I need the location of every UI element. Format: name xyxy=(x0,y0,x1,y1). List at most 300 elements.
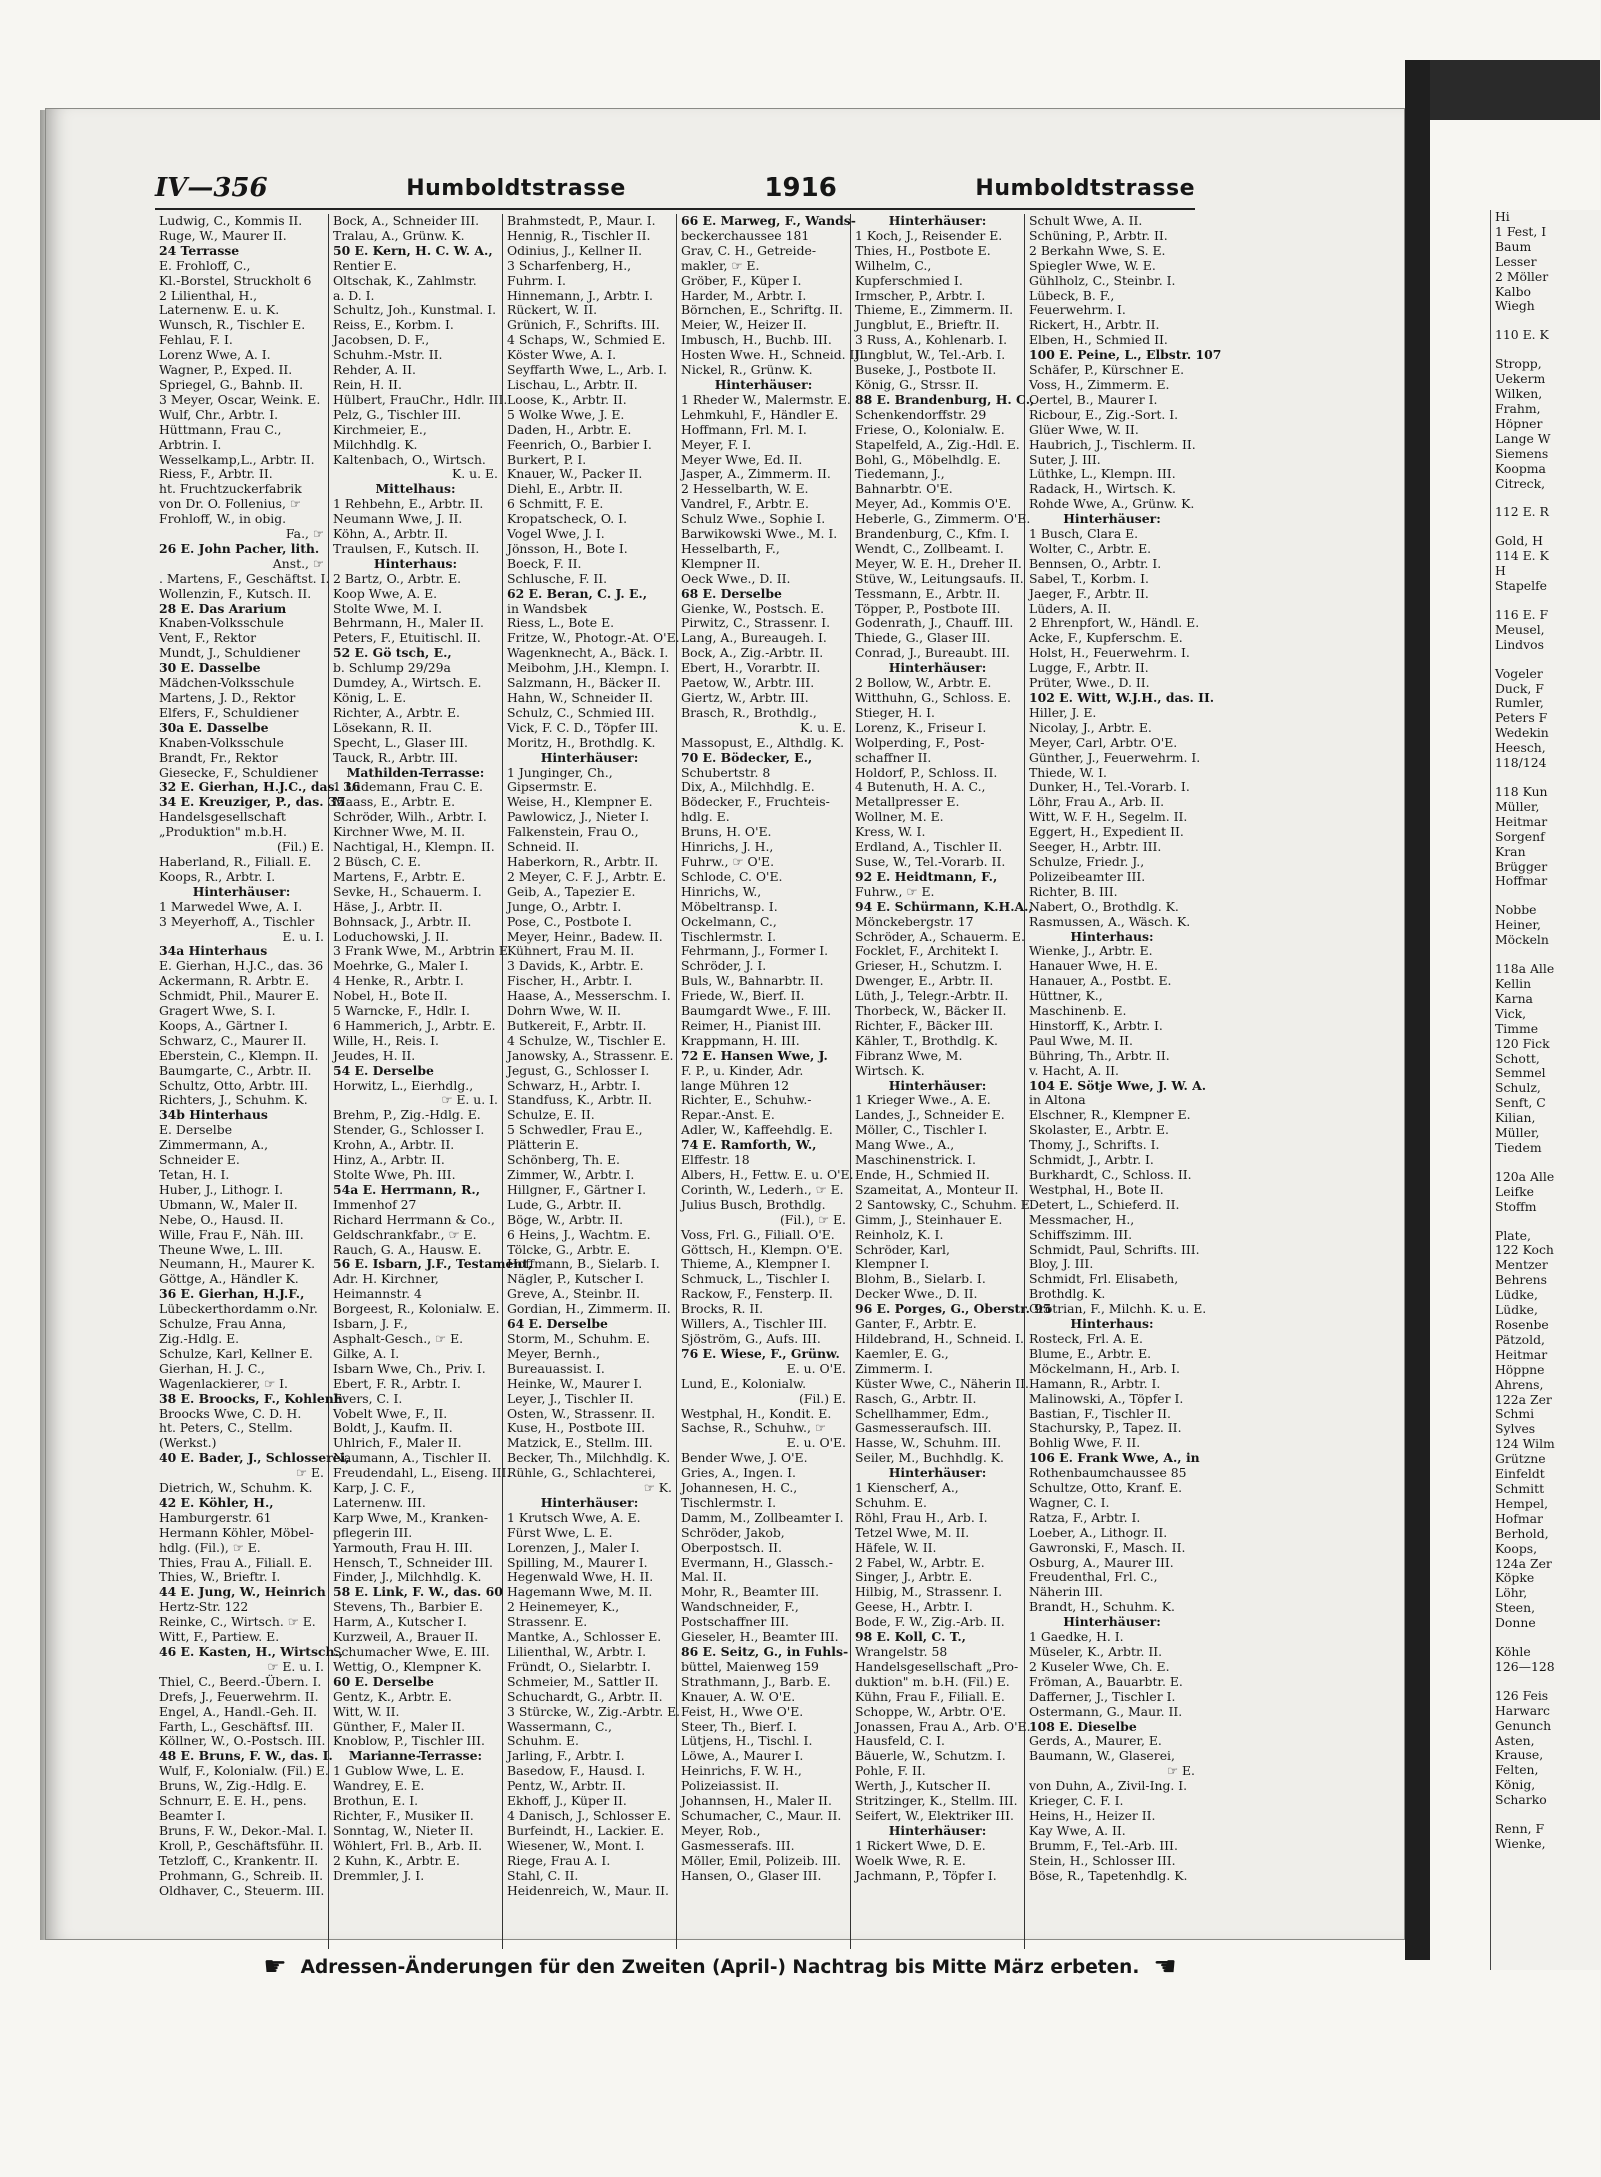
directory-entry: Günther, F., Maler II. xyxy=(333,1718,466,1734)
directory-entry: Hinterhäuser: xyxy=(888,213,987,228)
directory-entry: 2 Büsch, C. E. xyxy=(333,853,421,869)
directory-entry: Ostermann, G., Maur. II. xyxy=(1029,1703,1183,1719)
directory-entry: Uhlrich, F., Maler II. xyxy=(333,1435,462,1451)
directory-entry: Schiffszimm. III. xyxy=(1029,1226,1133,1242)
directory-entry: Westphal, H., Kondit. E. xyxy=(681,1405,832,1421)
directory-entry: Hildebrand, H., Schneid. I. xyxy=(855,1330,1024,1346)
directory-entry: 1 Krutsch Wwe, A. E. xyxy=(507,1509,641,1525)
directory-entry: Lorenz, K., Friseur I. xyxy=(855,719,987,735)
strip-entry: Uekerm xyxy=(1495,371,1546,387)
directory-entry: Wandschneider, F., xyxy=(681,1599,799,1615)
directory-entry: Junge, O., Arbtr. I. xyxy=(507,898,622,914)
directory-entry: Blume, E., Arbtr. E. xyxy=(1029,1345,1152,1361)
directory-entry: Daden, H., Arbtr. E. xyxy=(507,421,632,437)
strip-entry: Köhle xyxy=(1495,1644,1531,1660)
directory-entry: Stein, H., Schlosser III. xyxy=(1029,1852,1176,1868)
directory-entry: Heberle, G., Zimmerm. O'E. xyxy=(855,511,1031,527)
directory-entry: Ubmann, W., Maler II. xyxy=(159,1196,298,1212)
directory-entry: Mal. II. xyxy=(681,1569,727,1585)
strip-entry: 124 Wilm xyxy=(1495,1436,1555,1452)
directory-entry: Stüve, W., Leitungsaufs. II. xyxy=(855,570,1024,586)
directory-entry: Brumm, F., Tel.-Arb. III. xyxy=(1029,1837,1178,1853)
directory-entry: Stender, G., Schlosser I. xyxy=(333,1122,485,1138)
directory-entry: Bock, A., Zig.-Arbtr. II. xyxy=(681,645,824,661)
directory-entry: Seeger, H., Arbtr. III. xyxy=(1029,839,1162,855)
directory-entry: Kroll, P., Geschäftsführ. II. xyxy=(159,1837,324,1853)
directory-entry: Ackermann, R. Arbtr. E. xyxy=(159,973,310,989)
directory-entry: Adler, W., Kaffeehdlg. E. xyxy=(681,1122,833,1138)
directory-entry: Böse, R., Tapetenhdlg. K. xyxy=(1029,1867,1188,1883)
directory-entry: Giesecke, F., Schuldiener xyxy=(159,764,318,780)
strip-spacer xyxy=(1491,491,1601,505)
scan-binding-shadow xyxy=(1405,60,1430,1960)
directory-entry: Polizeiassist. II. xyxy=(681,1778,780,1794)
directory-entry: Willers, A., Tischler III. xyxy=(681,1316,827,1332)
directory-entry: Harm, A., Kutscher I. xyxy=(333,1614,467,1630)
header-rule xyxy=(155,208,1195,210)
directory-entry: Leyer, J., Tischler II. xyxy=(507,1390,634,1406)
directory-entry: Messmacher, H., xyxy=(1029,1211,1135,1227)
directory-entry: Hinterhäuser: xyxy=(888,1077,987,1093)
directory-entry: Schönberg, Th. E. xyxy=(507,1152,620,1168)
directory-entry: 34a Hinterhaus xyxy=(159,943,268,959)
directory-entry: in Wandsbek xyxy=(507,600,587,616)
column-5 xyxy=(851,213,1052,1949)
directory-entry: Richter, E., Schuhw.- xyxy=(681,1092,812,1108)
directory-entry: Dietrich, W., Schuhm. K. xyxy=(159,1480,313,1496)
directory-entry: Lang, A., Bureaugeh. I. xyxy=(681,630,827,646)
directory-entry: Wesselkamp,L., Arbtr. II. xyxy=(159,451,315,467)
directory-entry: Schultze, Otto, Kranf. E. xyxy=(1029,1480,1183,1496)
directory-entry: Reimer, H., Pianist III. xyxy=(681,1017,822,1033)
directory-entry: beckerchaussee 181 xyxy=(681,227,810,243)
directory-entry: Butkereit, F., Arbtr. II. xyxy=(507,1017,647,1033)
directory-entry: Stahl, C. II. xyxy=(507,1867,579,1883)
directory-entry: Brahmstedt, P., Maur. I. xyxy=(507,213,656,228)
directory-entry: ☞ E. xyxy=(1166,1763,1195,1779)
strip-entry: Peters F xyxy=(1495,710,1548,726)
strip-entry: Hoffmar xyxy=(1495,873,1548,889)
directory-entry: Decker Wwe., D. II. xyxy=(855,1286,978,1302)
strip-entry: Müller, xyxy=(1495,798,1540,814)
directory-entry: Knauer, A. W. O'E. xyxy=(681,1688,796,1704)
directory-entry: Schubertstr. 8 xyxy=(681,764,771,780)
directory-entry: Arbtrin. I. xyxy=(159,436,222,452)
directory-entry: Feist, H., Wwe O'E. xyxy=(681,1703,804,1719)
directory-entry: Ricbour, E., Zig.-Sort. I. xyxy=(1029,406,1179,422)
directory-entry: Fuhrw., ☞ E. xyxy=(855,883,935,899)
directory-entry: 48 E. Bruns, F. W., das. I. xyxy=(159,1748,333,1764)
directory-entry: Bahnarbtr. O'E. xyxy=(855,481,953,497)
strip-entry: Frahm, xyxy=(1495,400,1541,416)
strip-entry: Wiegh xyxy=(1495,298,1535,314)
strip-entry: Timme xyxy=(1495,1020,1539,1036)
directory-entry: Ganter, F., Arbtr. E. xyxy=(855,1316,977,1332)
directory-entry: Bode, F. W., Zig.-Arb. II. xyxy=(855,1614,1005,1630)
strip-entry: Krause, xyxy=(1495,1747,1544,1763)
directory-entry: 2 Kuhn, K., Arbtr. E. xyxy=(333,1852,460,1868)
directory-entry: Wassermann, C., xyxy=(507,1718,612,1734)
strip-entry: Ahrens, xyxy=(1495,1376,1544,1392)
directory-entry: Werth, J., Kutscher II. xyxy=(855,1778,991,1794)
directory-entry: Hinterhäuser: xyxy=(714,376,813,392)
directory-entry: Schulz, C., Schmied III. xyxy=(507,704,655,720)
directory-entry: Brothun, E. I. xyxy=(333,1793,419,1809)
directory-entry: 76 E. Wiese, F., Grünw. xyxy=(681,1345,840,1361)
directory-entry: 2 Ehrenpfort, W., Händl. E. xyxy=(1029,615,1200,631)
directory-entry: Tetzloff, C., Krankentr. II. xyxy=(159,1852,319,1868)
directory-entry: Brandt, H., Schuhm. K. xyxy=(1029,1599,1175,1615)
strip-entry: Vick, xyxy=(1495,1005,1527,1021)
directory-entry: schaffner II. xyxy=(855,749,932,765)
directory-entry: Jaeger, F., Arbtr. II. xyxy=(1029,585,1149,601)
directory-entry: duktion" m. b.H. (Fil.) E. xyxy=(855,1673,1010,1689)
directory-entry: Jeudes, H. II. xyxy=(333,1047,416,1063)
directory-entry: Knaben-Volksschule xyxy=(159,615,284,631)
directory-entry: Küster Wwe, C., Näherin II. xyxy=(855,1375,1029,1391)
directory-entry: Hennig, R., Tischler II. xyxy=(507,227,651,243)
directory-entry: Hinterhäuser: xyxy=(888,1465,987,1481)
directory-entry: Friese, O., Kolonialw. E. xyxy=(855,421,1005,437)
directory-entry: Standfuss, K., Arbtr. II. xyxy=(507,1092,652,1108)
directory-entry: Witt, F., Partiew. E. xyxy=(159,1629,280,1645)
directory-entry: Ockelmann, C., xyxy=(681,913,777,929)
directory-entry: ☞ E. u. I. xyxy=(267,1658,324,1674)
directory-entry: . Martens, F., Geschäftst. I. xyxy=(159,570,330,586)
strip-entry: 122a Zer xyxy=(1495,1391,1552,1407)
directory-entry: Hinrichs, W., xyxy=(681,883,762,899)
directory-entry: Riess, L., Bote E. xyxy=(507,615,615,631)
strip-entry: Wienke, xyxy=(1495,1836,1546,1851)
directory-entry: Gasmesserafs. III. xyxy=(681,1837,795,1853)
directory-entry: Richters, J., Schuhm. K. xyxy=(159,1092,308,1108)
directory-entry: Tetan, H. I. xyxy=(159,1167,230,1182)
directory-entry: Hinstorff, K., Arbtr. I. xyxy=(1029,1017,1163,1033)
directory-entry: 32 E. Gierhan, H.J.C., das. 36 xyxy=(159,779,361,795)
directory-entry: Schuhm. E. xyxy=(507,1733,579,1749)
directory-entry: Gentz, K., Arbtr. E. xyxy=(333,1688,452,1704)
directory-entry: Holdorf, P., Schloss. II. xyxy=(855,764,998,780)
directory-entry: Mönckebergstr. 17 xyxy=(855,913,974,929)
directory-entry: Schmidt, Phil., Maurer E. xyxy=(159,988,320,1004)
directory-entry: Töpper, P., Postbote III. xyxy=(855,600,1001,616)
directory-entry: Immenhof 27 xyxy=(333,1196,417,1212)
directory-entry: Rasmussen, A., Wäsch. K. xyxy=(1029,913,1191,929)
directory-entry: 2 Hesselbarth, W. E. xyxy=(681,481,809,497)
directory-entry: König, L. E. xyxy=(333,690,407,705)
directory-entry: Bastian, F., Tischler II. xyxy=(1029,1405,1171,1421)
directory-entry: Klempner I. xyxy=(855,1256,930,1272)
strip-entry: Baum xyxy=(1495,238,1532,254)
directory-entry: K. u. E. xyxy=(452,466,498,482)
column-2 xyxy=(329,213,533,1949)
directory-entry: E. Derselbe xyxy=(159,1122,233,1138)
strip-entry: Citreck, xyxy=(1495,475,1546,491)
directory-entry: 60 E. Derselbe xyxy=(333,1673,434,1689)
strip-entry: Kalbo xyxy=(1495,283,1531,299)
strip-entry: Heitmar xyxy=(1495,813,1548,829)
directory-entry: Thiede, G., Glaser III. xyxy=(855,630,991,646)
directory-entry: 6 Schmitt, F. E. xyxy=(507,496,604,512)
directory-entry: Fründt, O., Sielarbtr. I. xyxy=(507,1658,651,1674)
directory-entry: Schäfer, P., Kürschner E. xyxy=(1029,362,1185,378)
directory-entry: 4 Schulze, W., Tischler E. xyxy=(507,1032,666,1048)
strip-entry: Meusel, xyxy=(1495,621,1545,637)
strip-entry: Lesser xyxy=(1495,253,1537,269)
directory-entry: Kl.-Borstel, Struckholt 6 xyxy=(159,272,312,288)
directory-entry: Irmscher, P., Arbtr. I. xyxy=(855,287,986,303)
strip-entry: 2 Möller xyxy=(1495,268,1549,284)
directory-entry: Thieme, E., Zimmerm. II. xyxy=(855,302,1014,318)
strip-entry: Siemens xyxy=(1495,445,1549,461)
directory-entry: 104 E. Sötje Wwe, J. W. A. xyxy=(1029,1077,1207,1093)
directory-entry: Singer, J., Arbtr. E. xyxy=(855,1569,973,1585)
directory-entry: 1 Kienscherf, A., xyxy=(855,1480,959,1496)
strip-entry: Stapelfe xyxy=(1495,578,1548,594)
directory-entry: Thies, Frau A., Filiall. E. xyxy=(159,1554,313,1570)
directory-entry: Fuhrm. I. xyxy=(507,272,566,288)
directory-entry: Pose, C., Postbote I. xyxy=(507,913,632,929)
directory-entry: 54 E. Derselbe xyxy=(333,1062,434,1078)
strip-entry: Renn, F xyxy=(1495,1821,1545,1837)
directory-entry: Freudendahl, L., Eiseng. III. xyxy=(333,1465,511,1481)
directory-entry: Dafferner, J., Tischler I. xyxy=(1029,1688,1176,1704)
directory-entry: Richter, B. III. xyxy=(1029,883,1118,899)
directory-entry: Näherin III. xyxy=(1029,1584,1103,1600)
directory-entry: Fuhrw., ☞ O'E. xyxy=(681,853,775,869)
directory-entry: Schult Wwe, A. II. xyxy=(1029,213,1143,228)
directory-entry: Nägler, P., Kutscher I. xyxy=(507,1271,644,1287)
directory-entry: Boeck, F. II. xyxy=(507,555,582,571)
directory-entry: Klempner II. xyxy=(681,555,761,571)
directory-entry: Hinterhaus: xyxy=(1070,928,1154,944)
directory-entry: Kaemler, E. G., xyxy=(855,1345,949,1361)
directory-entry: Schulze, Frau Anna, xyxy=(159,1316,287,1332)
directory-entry: Milchhdlg. K. xyxy=(333,436,418,452)
directory-entry: Gieseler, H., Beamter III. xyxy=(681,1629,839,1645)
directory-entry: Kress, W. I. xyxy=(855,824,926,840)
directory-entry: Fa., ☞ xyxy=(285,526,324,542)
strip-spacer xyxy=(1491,594,1601,608)
directory-entry: Nicolay, J., Arbtr. E. xyxy=(1029,719,1152,735)
strip-entry: Kilian, xyxy=(1495,1110,1536,1126)
directory-entry: Becker, Th., Milchhdlg. K. xyxy=(507,1450,671,1466)
strip-entry: Lüdke, xyxy=(1495,1302,1538,1318)
directory-entry: Heins, H., Heizer II. xyxy=(1029,1807,1156,1823)
directory-entry: Gordian, H., Zimmerm. II. xyxy=(507,1301,671,1317)
directory-entry: Spiegler Wwe, W. E. xyxy=(1029,257,1156,273)
directory-entry: 1 Busch, Clara E. xyxy=(1029,526,1139,542)
directory-entry: Mathilden-Terrasse: xyxy=(346,764,485,780)
directory-entry: Tralau, A., Grünw. K. xyxy=(333,227,465,243)
directory-entry: 40 E. Bader, J., Schlosserei, xyxy=(159,1450,350,1466)
strip-spacer xyxy=(1491,1215,1601,1229)
directory-entry: Ebert, F. R., Arbtr. I. xyxy=(333,1375,461,1391)
directory-entry: Lilienthal, W., Arbtr. I. xyxy=(507,1644,647,1659)
directory-entry: 2 Heinemeyer, K., xyxy=(507,1599,620,1615)
directory-entry: Heidenreich, W., Maur. II. xyxy=(507,1882,669,1898)
directory-entry: 92 E. Heidtmann, F., xyxy=(855,868,998,884)
directory-entry: Thiede, W. I. xyxy=(1029,764,1107,780)
directory-entry: lange Mühren 12 xyxy=(681,1077,790,1093)
directory-entry: Hermann Köhler, Möbel- xyxy=(159,1524,314,1540)
directory-entry: Richter, A., Arbtr. E. xyxy=(333,704,460,720)
directory-entry: Storm, M., Schuhm. E. xyxy=(507,1330,650,1346)
directory-entry: 3 Scharfenberg, H., xyxy=(507,257,632,273)
directory-entry: Nabert, O., Brothdlg. K. xyxy=(1029,898,1179,914)
directory-entry: Grav, C. H., Getreide- xyxy=(681,242,817,258)
directory-entry: Kropatscheck, O. I. xyxy=(507,511,628,527)
directory-entry: Mundt, J., Schuldiener xyxy=(159,645,301,661)
directory-entry: Tölcke, G., Arbtr. E. xyxy=(507,1241,631,1257)
strip-entry: Schmi xyxy=(1495,1406,1535,1422)
directory-entry: Hinterhaus: xyxy=(373,555,458,571)
directory-entry: Rehder, A. II. xyxy=(333,362,416,378)
directory-entry: Gragert Wwe, S. I. xyxy=(159,1003,276,1019)
directory-entry: E. Gierhan, H.J.C., das. 36 xyxy=(159,958,324,974)
directory-entry: 3 Meyer, Oscar, Weink. E. xyxy=(159,391,321,407)
directory-entry: 52 E. Gö tsch, E., xyxy=(333,645,452,661)
directory-entry: Borgeest, R., Kolonialw. E. xyxy=(333,1301,500,1317)
directory-entry: K. u. E. xyxy=(800,719,846,735)
directory-entry: Rosteck, Frl. A. E. xyxy=(1029,1330,1143,1346)
directory-entry: Börnchen, E., Schriftg. II. xyxy=(681,302,843,318)
strip-entry: Tiedem xyxy=(1495,1139,1542,1155)
directory-entry: Janowsky, A., Strassenr. E. xyxy=(507,1047,674,1063)
directory-entry: Mang Wwe., A., xyxy=(855,1137,955,1153)
directory-entry: 98 E. Koll, C. T., xyxy=(855,1629,966,1645)
directory-entry: Wagenknecht, A., Bäck. I. xyxy=(507,645,669,661)
directory-entry: Behrmann, H., Maler II. xyxy=(333,615,484,631)
directory-entry: Koops, A., Gärtner I. xyxy=(159,1017,288,1033)
directory-entry: Elschner, R., Klempner E. xyxy=(1029,1107,1191,1123)
directory-entry: Wolperding, F., Post- xyxy=(855,734,985,750)
strip-entry: Schulz, xyxy=(1495,1080,1541,1096)
directory-entry: Schüning, P., Arbtr. II. xyxy=(1029,227,1168,243)
directory-entry: Hoffmann, Frl. M. I. xyxy=(681,421,807,437)
directory-entry: Witt, W. II. xyxy=(333,1703,400,1719)
directory-entry: Yarmouth, Frau H. III. xyxy=(333,1539,473,1555)
directory-entry: Beamter I. xyxy=(159,1807,226,1823)
directory-entry: Diehl, E., Arbtr. II. xyxy=(507,481,623,497)
directory-entry: (Fil.) E. xyxy=(276,839,324,855)
directory-entry: 86 E. Seitz, G., in Fuhls- xyxy=(681,1644,849,1659)
directory-entry: Schröder, J. I. xyxy=(681,958,767,974)
directory-entry: Osten, W., Strassenr. II. xyxy=(507,1405,656,1421)
directory-entry: Knauer, W., Packer II. xyxy=(507,466,643,482)
directory-entry: Dremmler, J. I. xyxy=(333,1867,425,1883)
directory-entry: Reinke, C., Wirtsch. ☞ E. xyxy=(159,1614,316,1630)
directory-entry: Fehrmann, J., Former I. xyxy=(681,943,829,959)
directory-entry: Asphalt-Gesch., ☞ E. xyxy=(333,1330,464,1346)
directory-entry: Geese, H., Arbtr. I. xyxy=(855,1599,973,1615)
directory-entry: Friede, W., Bierf. II. xyxy=(681,988,805,1004)
directory-entry: Hinterhäuser: xyxy=(192,883,291,899)
strip-entry: Hofmar xyxy=(1495,1510,1543,1526)
directory-entry: Nachtigal, H., Klempn. II. xyxy=(333,839,495,855)
directory-entry: Heinke, W., Maurer I. xyxy=(507,1375,643,1391)
directory-entry: Feuerwehrm. I. xyxy=(1029,302,1126,318)
strip-entry: H xyxy=(1495,563,1506,579)
directory-entry: Brocks, R. II. xyxy=(681,1301,764,1317)
directory-entry: Engel, A., Handl.-Geh. II. xyxy=(159,1703,317,1719)
directory-entry: Seyffarth Wwe, L., Arb. I. xyxy=(507,362,667,378)
directory-entry: Schmuck, L., Tischler I. xyxy=(681,1271,831,1287)
directory-entry: pflegerin III. xyxy=(333,1524,413,1540)
directory-entry: Hegenwald Wwe, H. II. xyxy=(507,1569,654,1585)
strip-entry: Vogeler xyxy=(1495,665,1543,681)
directory-entry: Hinnemann, J., Arbtr. I. xyxy=(507,287,653,303)
directory-entry: Ludwig, C., Kommis II. xyxy=(159,213,303,228)
directory-entry: Schröder, Karl, xyxy=(855,1241,950,1257)
directory-entry: Schellhammer, Edm., xyxy=(855,1405,989,1421)
strip-entry: Kran xyxy=(1495,843,1526,859)
strip-entry: Wedekin xyxy=(1495,725,1549,741)
directory-entry: E. u. O'E. xyxy=(786,1435,846,1451)
directory-entry: Metallpresser E. xyxy=(855,794,960,810)
directory-entry: Lüth, J., Telegr.-Arbtr. II. xyxy=(855,988,1009,1004)
directory-entry: Dohrn Wwe, W. II. xyxy=(507,1003,621,1019)
directory-entry: Mädchen-Volksschule xyxy=(159,675,295,691)
directory-entry: Köllner, W., O.-Postsch. III. xyxy=(159,1733,326,1749)
directory-entry: Fischer, H., Arbtr. I. xyxy=(507,973,633,989)
page-header xyxy=(155,170,1195,206)
directory-entry: Finder, J., Milchhdlg. K. xyxy=(333,1569,482,1585)
directory-entry: Corinth, W., Lederh., ☞ E. xyxy=(681,1181,844,1197)
directory-entry: Rauch, G. A., Hausw. E. xyxy=(333,1241,482,1257)
directory-entry: 1 Gaedke, H. I. xyxy=(1029,1629,1124,1645)
directory-entry: ht. Peters, C., Stellm. xyxy=(159,1420,293,1436)
directory-entry: Schumacher Wwe, E. III. xyxy=(333,1644,490,1659)
directory-entry: Krohn, A., Arbtr. II. xyxy=(333,1137,455,1153)
directory-entry: Wiesener, W., Mont. I. xyxy=(507,1837,645,1853)
directory-entry: Köhn, A., Arbtr. II. xyxy=(333,526,448,542)
directory-entry: Lugge, F., Arbtr. II. xyxy=(1029,660,1149,676)
directory-entry: 2 Lilienthal, H., xyxy=(159,287,258,303)
strip-entry: 126—128 xyxy=(1495,1658,1555,1674)
strip-entry: Schott, xyxy=(1495,1050,1540,1066)
directory-entry: Bock, A., Schneider III. xyxy=(333,213,480,228)
directory-entry: Löhr, Frau A., Arb. II. xyxy=(1029,794,1165,810)
directory-entry: Gienke, W., Postsch. E. xyxy=(681,600,825,616)
directory-entry: Landes, J., Schneider E. xyxy=(855,1107,1005,1123)
directory-entry: Hagemann Wwe, M. II. xyxy=(507,1584,653,1600)
directory-entry: 68 E. Derselbe xyxy=(681,585,782,601)
directory-entry: Hülbert, FrauChr., Hdlr. III. xyxy=(333,391,508,407)
directory-entry: büttel, Maienweg 159 xyxy=(681,1658,819,1674)
directory-entry: 30 E. Dasselbe xyxy=(159,660,261,676)
directory-entry: Jegust, G., Schlosser I. xyxy=(507,1062,650,1078)
directory-entry: Koops, R., Arbtr. I. xyxy=(159,868,276,884)
strip-entry: Senft, C xyxy=(1495,1095,1546,1111)
directory-entry: Strassenr. E. xyxy=(507,1614,588,1630)
strip-spacer xyxy=(1491,1808,1601,1822)
directory-entry: 3 Davids, K., Arbtr. E. xyxy=(507,958,644,974)
directory-entry: Hertz-Str. 122 xyxy=(159,1599,249,1615)
directory-entry: Maschinenstrick. I. xyxy=(855,1152,976,1168)
directory-entry: Ebert, H., Vorarbtr. II. xyxy=(681,660,821,676)
directory-entry: 1 Lüdemann, Frau C. E. xyxy=(333,779,483,795)
directory-entry: Schumacher, C., Maur. II. xyxy=(681,1807,842,1823)
directory-entry: 1 Rheder W., Malermstr. E. xyxy=(681,391,851,407)
directory-entry: Rückert, W. II. xyxy=(507,302,598,318)
strip-entry: Stoffm xyxy=(1495,1198,1537,1214)
directory-entry: Lischau, L., Arbtr. II. xyxy=(507,376,638,392)
directory-entry: Meyer, W. E. H., Dreher II. xyxy=(855,555,1022,571)
directory-entry: Martens, F., Arbtr. E. xyxy=(333,868,466,884)
directory-entry: Schmidt, Frl. Elisabeth, xyxy=(1029,1271,1179,1287)
strip-entry: Genunch xyxy=(1495,1717,1552,1733)
